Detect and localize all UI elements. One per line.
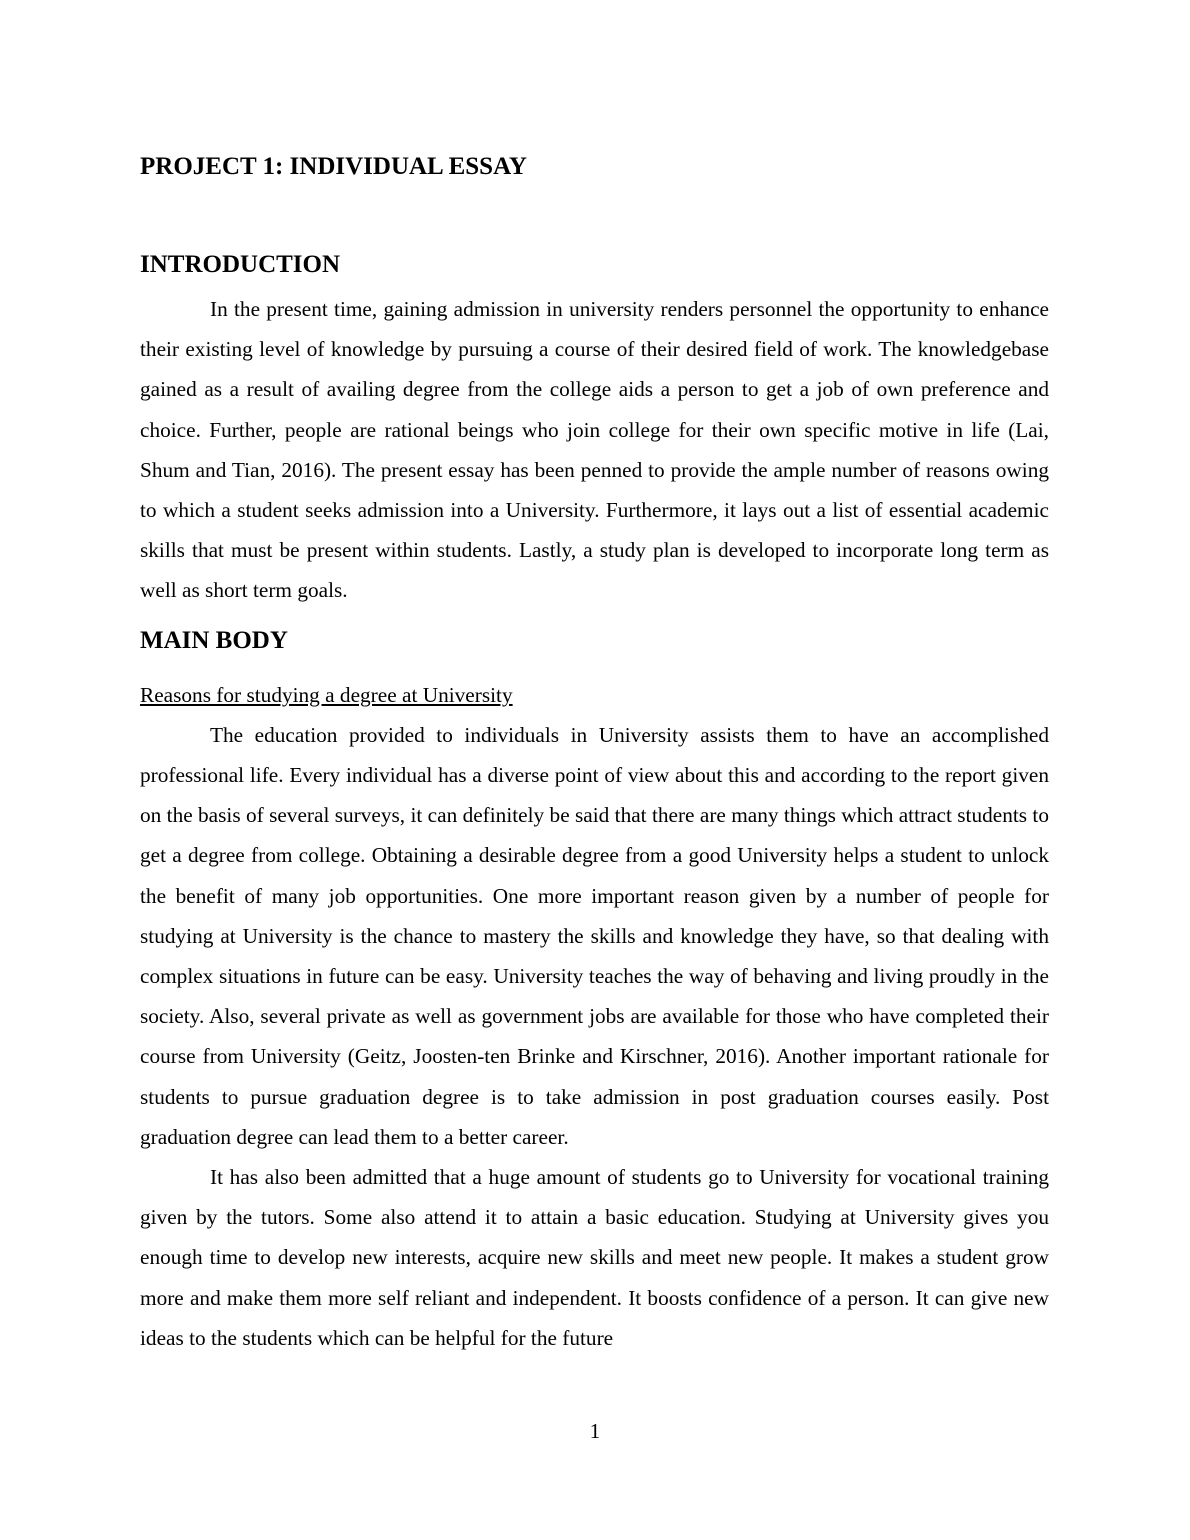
page-number: 1 [589,1419,601,1443]
section-subheading: Reasons for studying a degree at University [140,682,513,707]
body-paragraph: It has also been admitted that a huge amount of students go to University for vocational training given by the tutors. Some also attend it to attain a basic education. Studying at University gives you enough time to develop new interests, acquire new skills and meet new people. It makes a student grow more and make them more self reliant and independent. It boosts confidence of a person. It can give new ideas to the students which can be helpful for the future [140,1165,1049,1350]
body-paragraph: The education provided to individuals in University assists them to have an accomplished professional life. Every individual has a diverse point of view about this and according to the report given on the basis of several surveys, it can definitely be said that there are many things which attract students to get a degree from college. Obtaining a desirable degree from a good University helps a student to unlock the benefit of many job opportunities. One more important reason given by a number of people for studying at University is the chance to mastery the skills and knowledge they have, so that dealing with complex situations in future can be easy. University teaches the way of behaving and living proudly in the society. Also, several private as well as government jobs are available for those who have completed their course from University (Geitz, Joosten-ten Brinke and Kirschner, 2016). Another important rationale for students to pursue graduation degree is to take admission in post graduation courses easily. Post graduation degree can lead them to a better career. [140,722,1049,1149]
introduction-paragraph: In the present time, gaining admission in university renders personnel the opportunity to enhance their existing level of knowledge by pursuing a course of their desired field of work. The knowledgebase gained as a result of availing degree from the college aids a person to get a job of own preference and choice. Further, people are rational beings who join college for their own specific motive in life (Lai, Shum and Tian, 2016). The present essay has been penned to provide the ample number of reasons owing to which a student seeks admission into a University. Furthermore, it lays out a list of essential academic skills that must be present within students. Lastly, a study plan is developed to incorporate long term as well as short term goals. [140,297,1049,603]
document-title: PROJECT 1: INDIVIDUAL ESSAY [140,153,527,180]
main-body-heading: MAIN BODY [140,626,288,654]
page-content [140,150,1049,1358]
introduction-heading: INTRODUCTION [140,251,341,278]
